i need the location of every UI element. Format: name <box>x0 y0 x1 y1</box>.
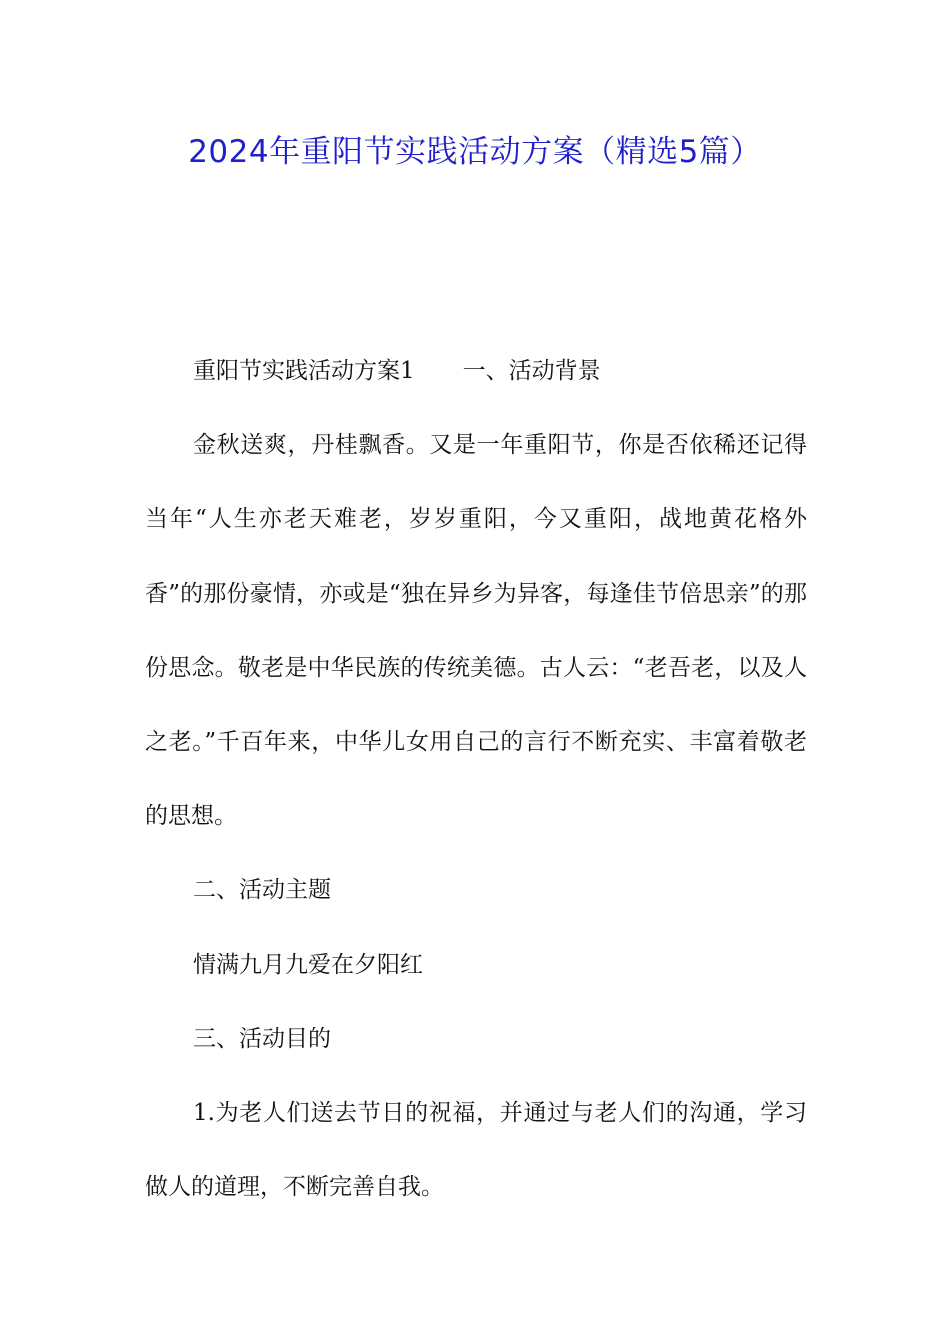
section-heading-background: 一、活动背景 <box>462 358 601 384</box>
document-body <box>145 334 807 1224</box>
section-heading-purpose: 三、活动目的 <box>193 1025 331 1052</box>
document-title: 2024年重阳节实践活动方案（精选5篇） <box>188 134 762 170</box>
plan-heading-line <box>145 334 807 408</box>
plan-label: 重阳节实践活动方案1 <box>193 358 415 384</box>
purpose-item-1: 1.为老人们送去节日的祝福，并通过与老人们的沟通，学习做人的道理，不断完善自我。 <box>145 1100 807 1201</box>
background-paragraph: 金秋送爽，丹桂飘香。又是一年重阳节，你是否依稀还记得当年“人生亦老天难老，岁岁重阳，今又重阳，战地黄花格外香”的那份豪情，亦或是“独在异乡为异客，每逢佳节倍思亲”的那份思念。敬老是中华民族的传统美德。古人云：“老吾老，以及人之老。”千百年来，中华儿女用自己的言行不断充实、丰富着敬老的思想。 <box>145 432 807 830</box>
theme-text: 情满九月九爱在夕阳红 <box>193 951 423 978</box>
section-heading-theme: 二、活动主题 <box>193 877 331 904</box>
